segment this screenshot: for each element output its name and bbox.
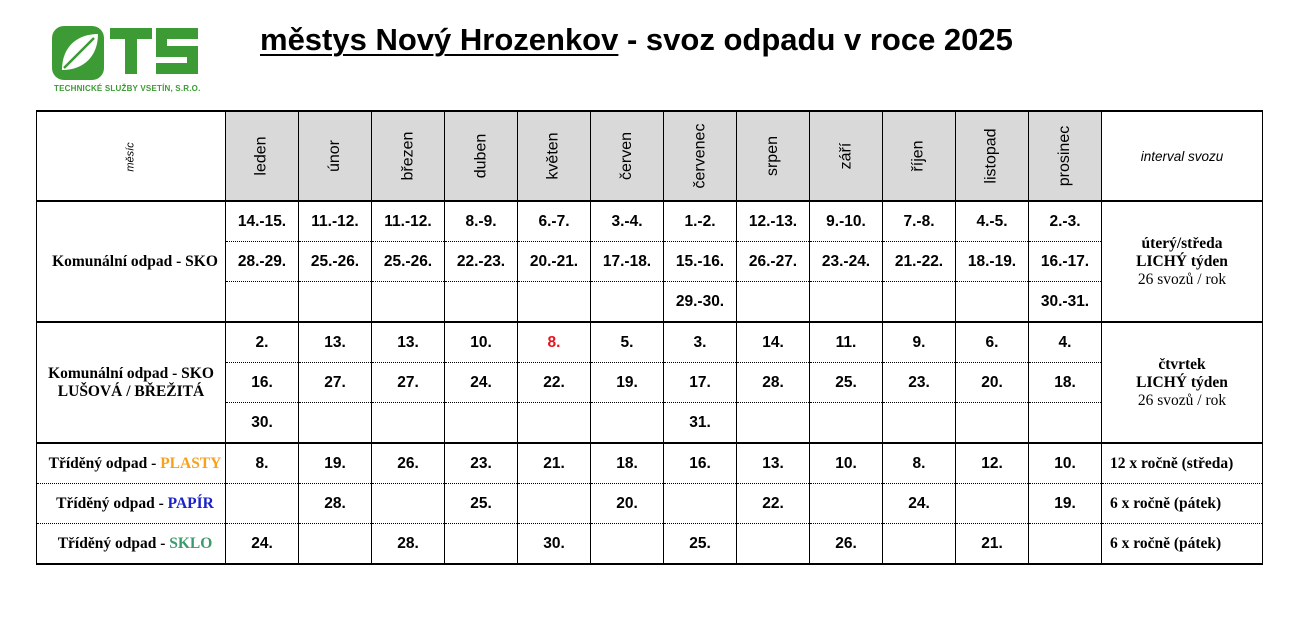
- date-cell: 31.: [664, 403, 737, 444]
- date-cell: 2.-3.: [1029, 201, 1102, 242]
- sko-interval: [1102, 201, 1263, 322]
- date-cell: 10.: [445, 322, 518, 363]
- month-label: červen: [618, 131, 635, 181]
- date-cell: [591, 524, 664, 565]
- date-cell: 9.: [883, 322, 956, 363]
- label-prefix: Tříděný odpad -: [48, 454, 161, 472]
- date-cell: [591, 403, 664, 444]
- date-cell: 9.-10.: [810, 201, 883, 242]
- date-cell: 19.: [591, 363, 664, 403]
- interval-days: čtvrtek: [1158, 355, 1206, 373]
- papir-label: [37, 484, 226, 524]
- plasty-type: PLASTY: [160, 454, 222, 472]
- month-header: [299, 111, 372, 201]
- date-cell: [299, 524, 372, 565]
- date-cell: [226, 484, 299, 524]
- date-cell: 18.: [1029, 363, 1102, 403]
- date-cell: 13.: [737, 443, 810, 484]
- month-header: [883, 111, 956, 201]
- label-prefix: Tříděný odpad -: [56, 494, 168, 512]
- month-header: [737, 111, 810, 201]
- date-cell: 24.: [883, 484, 956, 524]
- date-cell-highlighted: 8.: [518, 322, 591, 363]
- date-cell: [445, 403, 518, 444]
- date-cell: 13.: [299, 322, 372, 363]
- month-header: [664, 111, 737, 201]
- date-cell: 12.: [956, 443, 1029, 484]
- leaf-logo-icon: [52, 22, 202, 84]
- date-cell: 15.-16.: [664, 242, 737, 282]
- plasty-interval: 12 x ročně (středa): [1102, 443, 1263, 484]
- date-cell: 2.: [226, 322, 299, 363]
- date-cell: [518, 282, 591, 323]
- label-prefix: Tříděný odpad -: [57, 534, 170, 552]
- date-cell: 16.: [226, 363, 299, 403]
- date-cell: 28.-29.: [226, 242, 299, 282]
- date-cell: 17.-18.: [591, 242, 664, 282]
- date-cell: 16.-17.: [1029, 242, 1102, 282]
- sko-label: Komunální odpad - SKO: [37, 201, 226, 322]
- date-cell: [299, 282, 372, 323]
- date-cell: 30.-31.: [1029, 282, 1102, 323]
- date-cell: 20.: [956, 363, 1029, 403]
- lusova-label-line2: LUŠOVÁ / BŘEŽITÁ: [57, 382, 205, 400]
- date-cell: [956, 484, 1029, 524]
- month-label: listopad: [983, 128, 1000, 184]
- title-rest: - svoz odpadu v roce 2025: [618, 22, 1013, 57]
- date-cell: 25.: [664, 524, 737, 565]
- month-header: [372, 111, 445, 201]
- date-cell: 24.: [445, 363, 518, 403]
- page-title: [260, 22, 1013, 58]
- date-cell: [883, 282, 956, 323]
- date-cell: 5.: [591, 322, 664, 363]
- interval-count: 26 svozů / rok: [1137, 391, 1227, 409]
- sklo-type: SKLO: [169, 534, 213, 552]
- date-cell: 10.: [810, 443, 883, 484]
- date-cell: [956, 403, 1029, 444]
- month-label: únor: [326, 139, 343, 173]
- logo-subtitle: TECHNICKÉ SLUŽBY VSETÍN, S.R.O.: [54, 84, 201, 93]
- month-header: [591, 111, 664, 201]
- date-cell: [445, 524, 518, 565]
- date-cell: 8.: [226, 443, 299, 484]
- waste-schedule-table: [36, 110, 1263, 565]
- date-cell: 11.: [810, 322, 883, 363]
- date-cell: 22.-23.: [445, 242, 518, 282]
- date-cell: 28.: [372, 524, 445, 565]
- interval-days: úterý/středa: [1141, 234, 1223, 252]
- papir-interval: 6 x ročně (pátek): [1102, 484, 1263, 524]
- date-cell: 27.: [372, 363, 445, 403]
- date-cell: 19.: [299, 443, 372, 484]
- month-label: září: [836, 142, 854, 170]
- date-cell: 13.: [372, 322, 445, 363]
- interval-week: LICHÝ týden: [1136, 373, 1228, 391]
- date-cell: [737, 282, 810, 323]
- date-cell: 28.: [299, 484, 372, 524]
- date-cell: 17.: [664, 363, 737, 403]
- month-axis-label: měsíc: [125, 142, 137, 172]
- month-header: [226, 111, 299, 201]
- month-header: [445, 111, 518, 201]
- date-cell: 4.-5.: [956, 201, 1029, 242]
- papir-row: [37, 484, 1263, 524]
- date-cell: [810, 484, 883, 524]
- date-cell: 24.: [226, 524, 299, 565]
- date-cell: [883, 524, 956, 565]
- date-cell: [518, 403, 591, 444]
- date-cell: 11.-12.: [299, 201, 372, 242]
- date-cell: 28.: [737, 363, 810, 403]
- date-cell: [299, 403, 372, 444]
- date-cell: [226, 282, 299, 323]
- month-label: prosinec: [1055, 125, 1073, 187]
- date-cell: 7.-8.: [883, 201, 956, 242]
- date-cell: 21.: [518, 443, 591, 484]
- date-cell: [883, 403, 956, 444]
- date-cell: 25.-26.: [299, 242, 372, 282]
- date-cell: 22.: [518, 363, 591, 403]
- month-header: [956, 111, 1029, 201]
- date-cell: 26.: [372, 443, 445, 484]
- date-cell: 18.-19.: [956, 242, 1029, 282]
- date-cell: [591, 282, 664, 323]
- date-cell: 23.-24.: [810, 242, 883, 282]
- date-cell: 18.: [591, 443, 664, 484]
- date-cell: 14.: [737, 322, 810, 363]
- date-cell: [737, 524, 810, 565]
- date-cell: [737, 403, 810, 444]
- date-cell: 4.: [1029, 322, 1102, 363]
- interval-week: LICHÝ týden: [1136, 252, 1228, 270]
- lusova-row-1: [37, 322, 1263, 363]
- date-cell: [810, 403, 883, 444]
- sklo-interval: 6 x ročně (pátek): [1102, 524, 1263, 565]
- lusova-interval: [1102, 322, 1263, 443]
- date-cell: [956, 282, 1029, 323]
- date-cell: [1029, 524, 1102, 565]
- date-cell: 16.: [664, 443, 737, 484]
- date-cell: 30.: [518, 524, 591, 565]
- month-label: srpen: [764, 135, 781, 177]
- header-row: [37, 111, 1263, 201]
- month-label: leden: [253, 136, 270, 176]
- date-cell: 1.-2.: [664, 201, 737, 242]
- date-cell: 6.: [956, 322, 1029, 363]
- month-header: [810, 111, 883, 201]
- date-cell: 8.-9.: [445, 201, 518, 242]
- date-cell: [518, 484, 591, 524]
- sklo-label: [37, 524, 226, 565]
- date-cell: [445, 282, 518, 323]
- interval-header: interval svozu: [1102, 111, 1263, 201]
- date-cell: 14.-15.: [226, 201, 299, 242]
- papir-type: PAPÍR: [167, 494, 214, 512]
- date-cell: 21.-22.: [883, 242, 956, 282]
- sklo-row: [37, 524, 1263, 565]
- date-cell: 25.: [445, 484, 518, 524]
- date-cell: 23.: [445, 443, 518, 484]
- date-cell: 11.-12.: [372, 201, 445, 242]
- date-cell: [372, 484, 445, 524]
- sko-row-1: [37, 201, 1263, 242]
- date-cell: 23.: [883, 363, 956, 403]
- month-label: duben: [472, 133, 489, 179]
- month-label: červenec: [690, 123, 708, 189]
- ts-logo: [52, 22, 212, 102]
- date-cell: 29.-30.: [664, 282, 737, 323]
- lusova-label-line1: Komunální odpad - SKO: [48, 364, 214, 382]
- month-label: květen: [544, 132, 562, 180]
- month-label: říjen: [910, 140, 927, 172]
- date-cell: 20.: [591, 484, 664, 524]
- lusova-label: [37, 322, 226, 443]
- date-cell: 6.-7.: [518, 201, 591, 242]
- date-cell: 3.: [664, 322, 737, 363]
- date-cell: 21.: [956, 524, 1029, 565]
- month-header: [518, 111, 591, 201]
- corner-cell: [37, 111, 226, 201]
- date-cell: [372, 403, 445, 444]
- title-municipality: městys Nový Hrozenkov: [260, 22, 619, 57]
- date-cell: 30.: [226, 403, 299, 444]
- date-cell: 25.: [810, 363, 883, 403]
- plasty-label: [37, 443, 226, 484]
- date-cell: [1029, 403, 1102, 444]
- month-label: březen: [398, 131, 416, 181]
- date-cell: [372, 282, 445, 323]
- date-cell: 22.: [737, 484, 810, 524]
- month-header: [1029, 111, 1102, 201]
- date-cell: 19.: [1029, 484, 1102, 524]
- interval-count: 26 svozů / rok: [1137, 270, 1227, 288]
- date-cell: 12.-13.: [737, 201, 810, 242]
- date-cell: 20.-21.: [518, 242, 591, 282]
- date-cell: 26.-27.: [737, 242, 810, 282]
- date-cell: [810, 282, 883, 323]
- plasty-row: [37, 443, 1263, 484]
- date-cell: 10.: [1029, 443, 1102, 484]
- date-cell: 3.-4.: [591, 201, 664, 242]
- date-cell: 26.: [810, 524, 883, 565]
- date-cell: [664, 484, 737, 524]
- date-cell: 27.: [299, 363, 372, 403]
- date-cell: 25.-26.: [372, 242, 445, 282]
- date-cell: 8.: [883, 443, 956, 484]
